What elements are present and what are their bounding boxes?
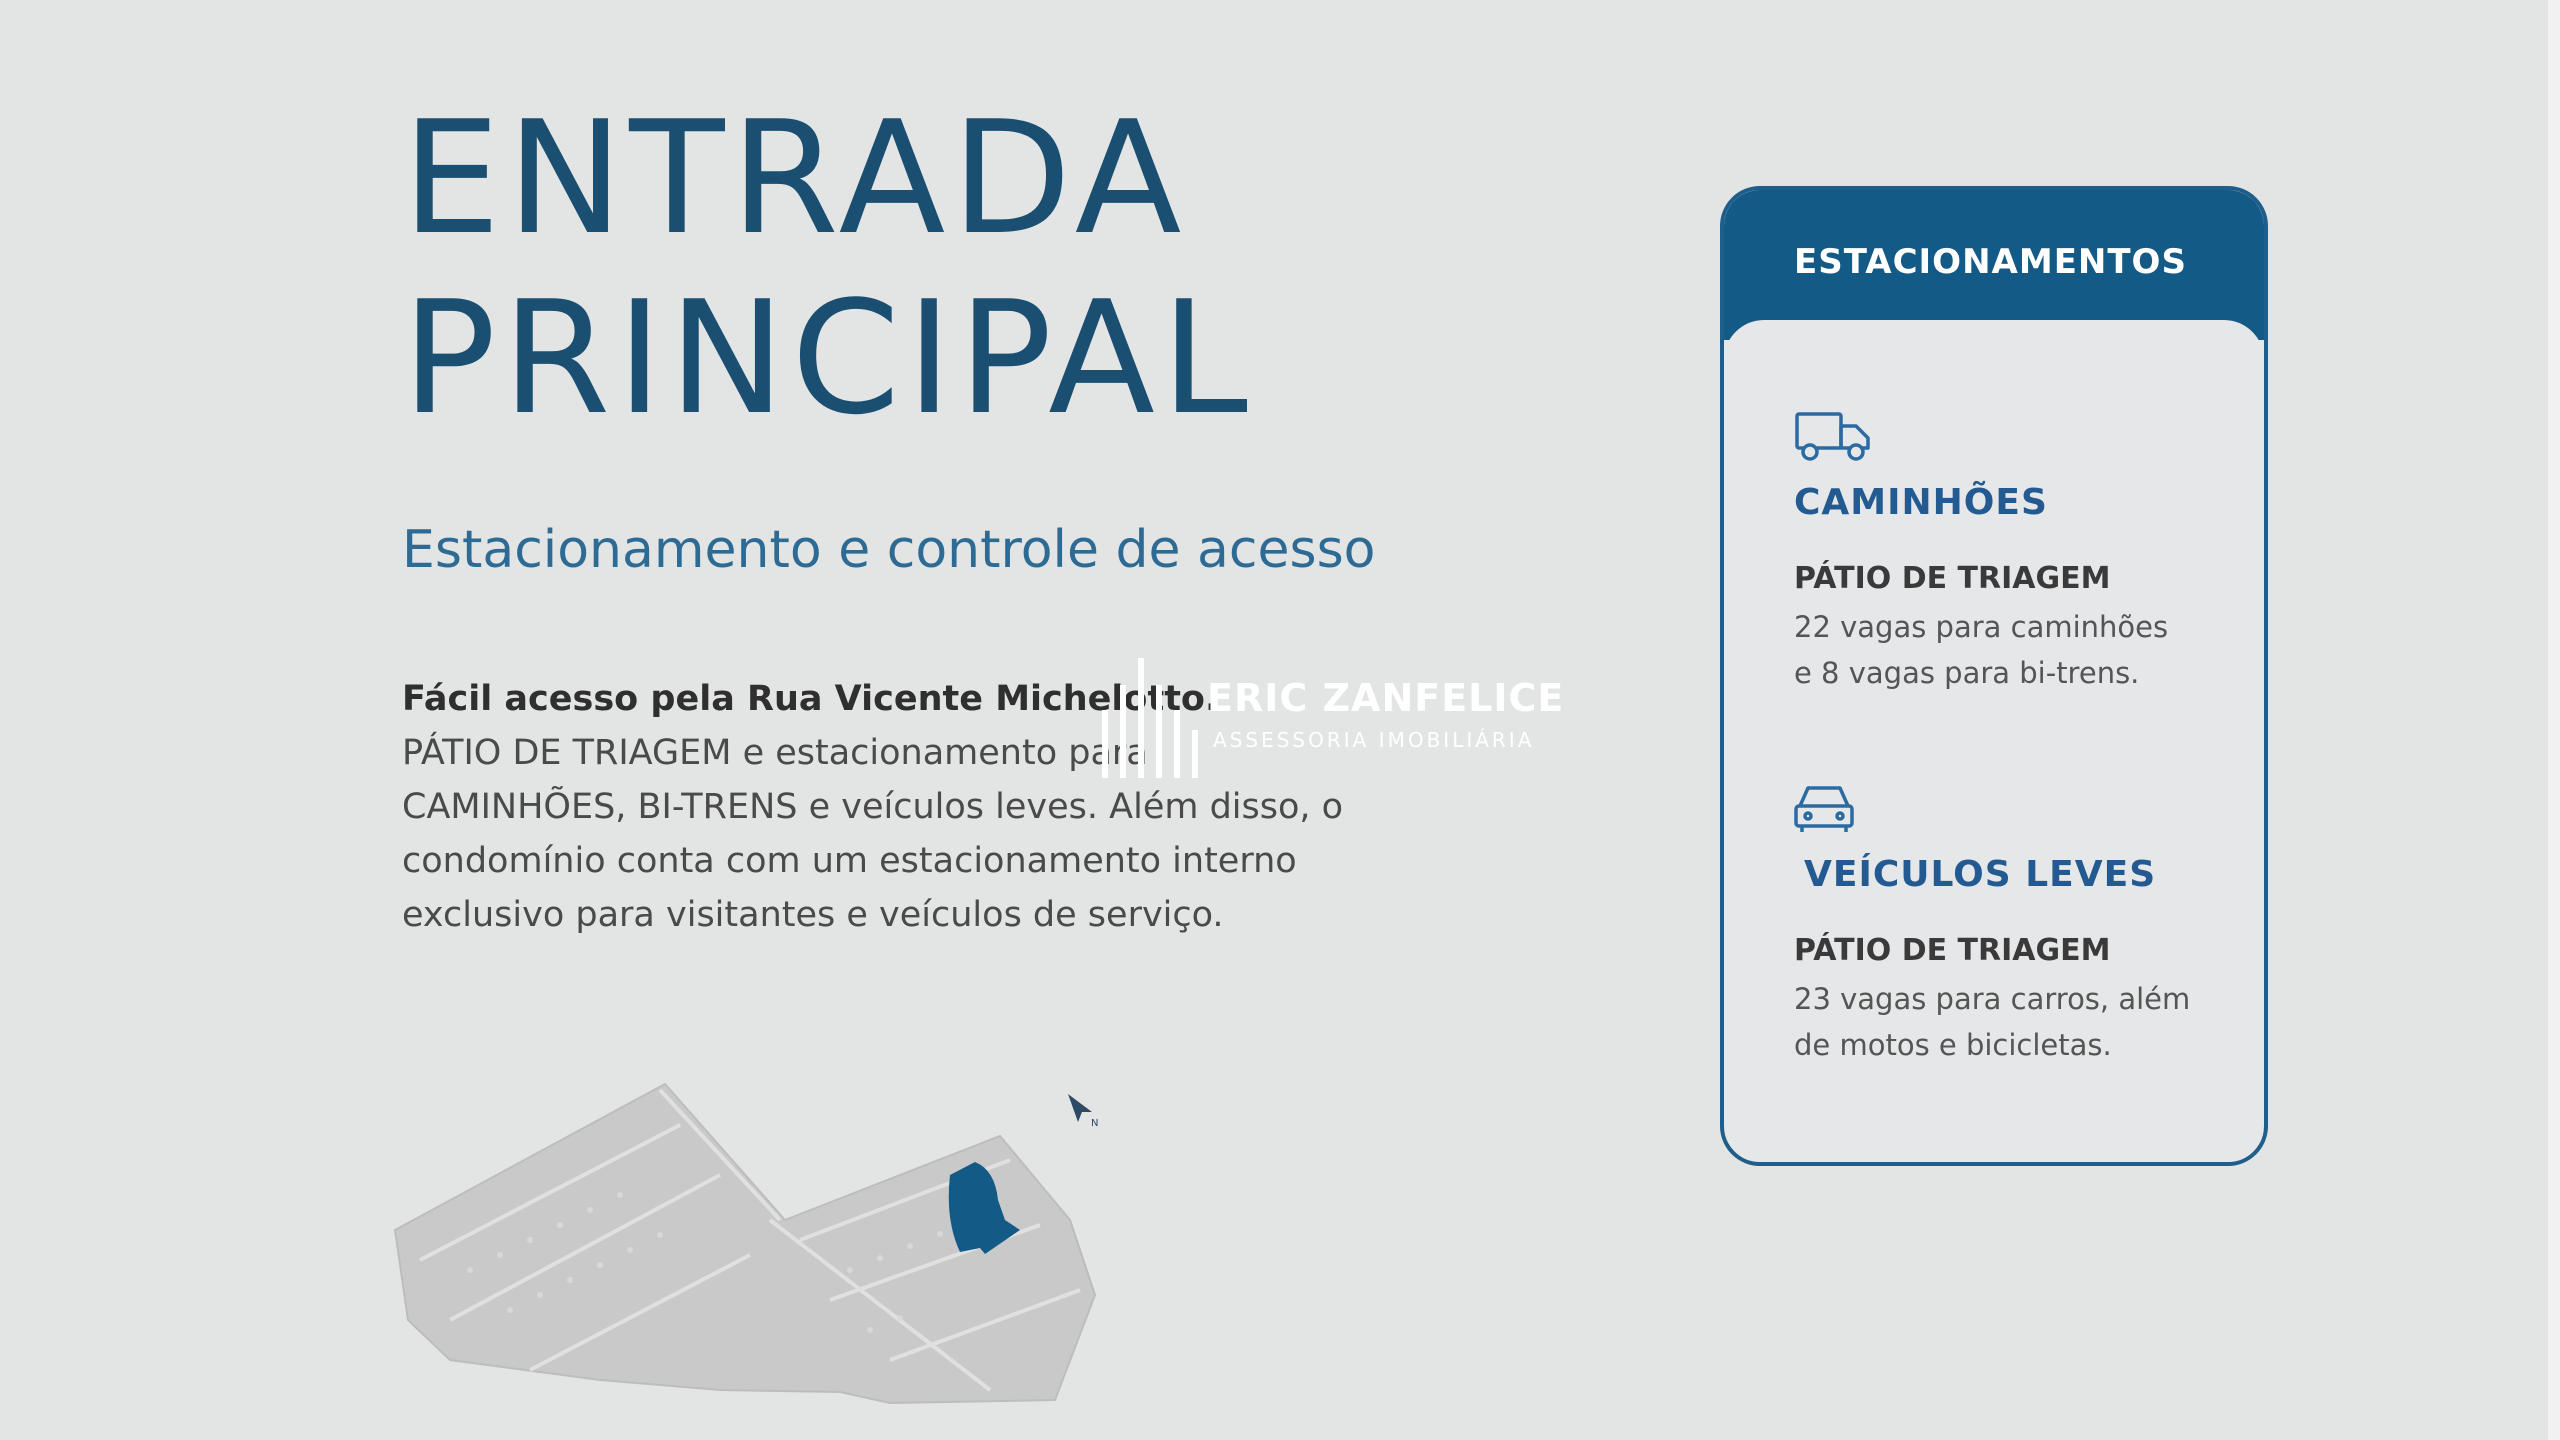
description-lead: Fácil acesso pela Rua Vicente Michelotto. [402,679,1219,719]
right-edge-strip [2548,0,2560,1440]
north-arrow-icon [1062,1090,1102,1130]
site-map-illustration [390,1070,1130,1420]
light-vehicles-text-line: 23 vagas para carros, além [1794,982,2191,1016]
light-vehicles-label: PÁTIO DE TRIAGEM [1794,933,2111,968]
trucks-text-line: 22 vagas para caminhões [1794,610,2169,644]
trucks-heading: CAMINHÕES [1794,482,2048,523]
car-icon [1794,780,1874,836]
building-logo-icon [1095,650,1205,780]
light-vehicles-text-line: de motos e bicicletas. [1794,1028,2112,1062]
light-vehicles-heading: VEÍCULOS LEVES [1804,854,2157,895]
svg-text:N: N [1091,1118,1099,1129]
title-line-2: PRINCIPAL [402,267,1254,449]
truck-icon [1794,408,1874,464]
watermark-name: ERIC ZANFELICE [1207,676,1565,720]
card-header-curve [1724,320,2264,380]
watermark [1095,650,1565,780]
light-vehicles-section [1794,780,2234,1068]
page-title [402,88,1254,448]
watermark-tagline: ASSESSORIA IMOBILIÁRIA [1213,728,1535,752]
trucks-text-line: e 8 vagas para bi-trens. [1794,656,2140,690]
description-line: exclusivo para visitantes e veículos de serviço. [402,895,1224,935]
title-line-1: ENTRADA [402,87,1188,269]
card-title: ESTACIONAMENTOS [1794,242,2187,282]
trucks-label: PÁTIO DE TRIAGEM [1794,561,2111,596]
page-subtitle: Estacionamento e controle de acesso [402,520,1376,580]
light-vehicles-text [1794,976,2234,1068]
trucks-text [1794,604,2234,696]
description-line: condomínio conta com um estacionamento interno [402,841,1297,881]
description-line: PÁTIO DE TRIAGEM e estacionamento para [402,733,1148,773]
trucks-section [1794,408,2234,696]
parking-card [1720,186,2268,1166]
description-line: CAMINHÕES, BI-TRENS e veículos leves. Além disso, o [402,787,1344,827]
